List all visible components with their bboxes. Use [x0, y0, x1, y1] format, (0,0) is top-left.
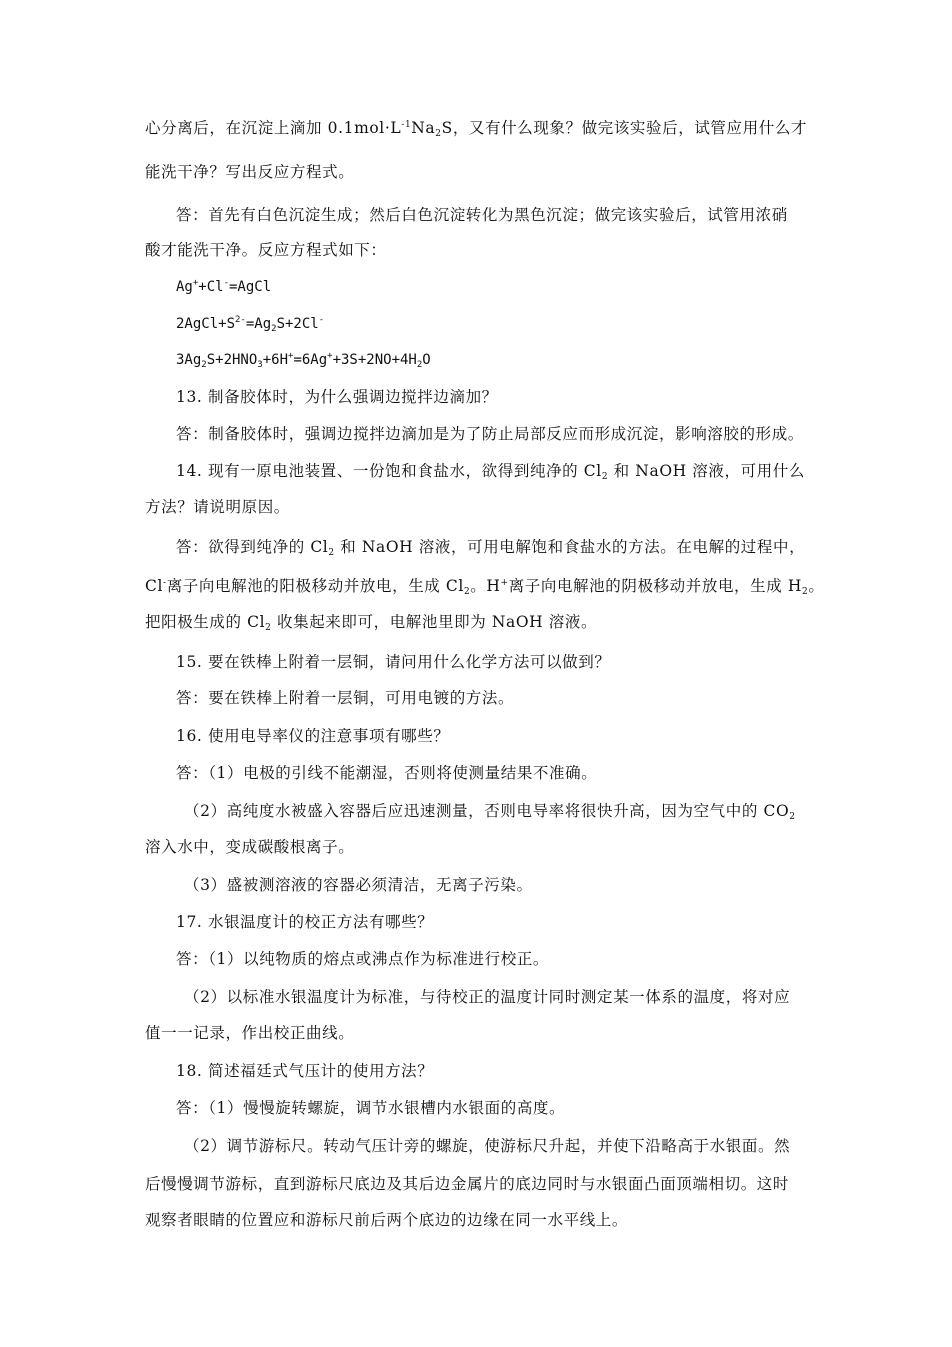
question-16: 16. 使用电导率仪的注意事项有哪些？	[176, 727, 450, 745]
subscript: 2	[416, 360, 423, 370]
subscript: 2	[601, 472, 609, 482]
text-segment: 离子向电解池的阴极移动并放电，生成 H	[508, 577, 802, 595]
eq-text: S+2Cl	[276, 316, 319, 332]
question-15: 15. 要在铁棒上附着一层铜，请问用什么化学方法可以做到？	[176, 653, 611, 671]
answer-13: 答：制备胶体时，强调边搅拌边滴加是为了防止局部反应而形成沉淀，影响溶胶的形成。	[176, 425, 804, 443]
question-13: 13. 制备胶体时，为什么强调边搅拌边滴加？	[176, 388, 498, 406]
paragraph-line	[145, 612, 597, 632]
text-segment: 14. 现有一原电池装置、一份饱和食盐水，欲得到纯净的 Cl	[176, 462, 602, 480]
eq-text: +6H	[262, 352, 289, 368]
paragraph-line: 后慢慢调节游标，直到游标尺底边及其后边金属片的底边同时与水银面凸面顶端相切。这时	[145, 1175, 790, 1193]
superscript: +	[500, 578, 509, 588]
subscript: 3	[257, 360, 263, 370]
text-segment: 答：欲得到纯净的 Cl	[176, 538, 329, 556]
subscript: 2	[201, 360, 207, 370]
text-segment: 和 NaOH 溶液，可用什么	[608, 462, 805, 480]
subscript: 2	[789, 812, 796, 822]
eq-text: 3Ag	[176, 352, 202, 368]
text-segment: 。	[808, 577, 825, 595]
subscript: 2	[802, 587, 809, 597]
subscript: 2	[435, 129, 442, 139]
subscript: 2	[328, 548, 335, 558]
superscript: +	[327, 351, 333, 361]
equation-3	[176, 350, 431, 370]
answer-16-3: （3）盛被测溶液的容器必须清洁，无离子污染。	[184, 876, 533, 894]
text-segment: 。H	[470, 577, 501, 595]
paragraph-line: 溶入水中，变成碳酸根离子。	[145, 838, 355, 856]
superscript: -	[163, 578, 167, 588]
question-17: 17. 水银温度计的校正方法有哪些？	[176, 913, 434, 931]
eq-text: =6Ag	[293, 352, 328, 368]
eq-text: 2AgCl+S	[176, 316, 236, 332]
eq-text: Ag	[176, 279, 193, 295]
subscript: 2	[271, 324, 277, 334]
superscript: -1	[401, 120, 412, 130]
eq-text: =AgCl	[229, 279, 272, 295]
paragraph-line: 值一一记录，作出校正曲线。	[145, 1024, 355, 1042]
answer-16-2	[184, 801, 796, 821]
paragraph-line: 能洗干净？写出反应方程式。	[145, 163, 355, 181]
text-segment: 收集起来即可，电解池里即为 NaOH 溶液。	[271, 613, 598, 631]
equation-1	[176, 277, 271, 297]
paragraph-line: 酸才能洗干净。反应方程式如下：	[145, 241, 387, 259]
eq-text: +3S+2NO+4H	[332, 352, 417, 368]
eq-text: =Ag	[245, 316, 272, 332]
superscript: 2-	[235, 315, 246, 325]
text-segment: Na	[411, 119, 436, 137]
equation-2	[176, 314, 324, 334]
text-segment: Cl	[145, 577, 164, 595]
paragraph-line: 方法？请说明原因。	[145, 498, 290, 516]
answer-18-1: 答：（1）慢慢旋转螺旋，调节水银槽内水银面的高度。	[176, 1099, 566, 1117]
answer-17-1: 答：（1）以纯物质的熔点或沸点作为标准进行校正。	[176, 950, 550, 968]
text-segment: （2）高纯度水被盛入容器后应迅速测量，否则电导率将很快升高，因为空气中的 CO	[184, 802, 790, 820]
text-segment: 离子向电解池的阳极移动并放电，生成 Cl	[166, 577, 464, 595]
eq-text: O	[422, 352, 431, 368]
text-segment: 把阳极生成的 Cl	[145, 613, 266, 631]
eq-text: +Cl	[198, 279, 224, 295]
paragraph-line: 观察者眼睛的位置应和游标尺前后两个底边的边缘在同一水平线上。	[145, 1211, 629, 1229]
answer-16-1: 答：（1）电极的引线不能潮湿，否则将使测量结果不准确。	[176, 764, 598, 782]
superscript: +	[192, 278, 199, 288]
answer-15: 答：要在铁棒上附着一层铜，可用电镀的方法。	[176, 689, 515, 707]
text-segment: 和 NaOH 溶液，可用电解饱和食盐水的方法。在电解的过程中，	[334, 538, 806, 556]
answer-14	[176, 537, 805, 557]
paragraph-line	[145, 576, 824, 596]
answer-line: 答：首先有白色沉淀生成；然后白色沉淀转化为黑色沉淀；做完该实验后，试管用浓硝	[176, 206, 788, 224]
paragraph-line	[145, 118, 807, 138]
superscript: -	[318, 315, 325, 325]
question-18: 18. 简述福廷式气压计的使用方法？	[176, 1062, 434, 1080]
subscript: 2	[463, 587, 471, 597]
superscript: -	[223, 278, 229, 288]
answer-17-2: （2）以标准水银温度计为标准，与待校正的温度计同时测定某一体系的温度，将对应	[184, 988, 791, 1006]
question-14	[176, 461, 805, 481]
text-segment: 心分离后，在沉淀上滴加 0.1mol·L	[145, 119, 402, 137]
answer-18-2: （2）调节游标尺。转动气压计旁的螺旋，使游标尺升起，并使下沿略高于水银面。然	[184, 1137, 791, 1155]
text-segment: S，又有什么现象？做完该实验后，试管应用什么才	[441, 119, 808, 137]
eq-text: S+2HNO	[206, 352, 258, 368]
subscript: 2	[265, 623, 272, 633]
superscript: +	[288, 351, 294, 361]
